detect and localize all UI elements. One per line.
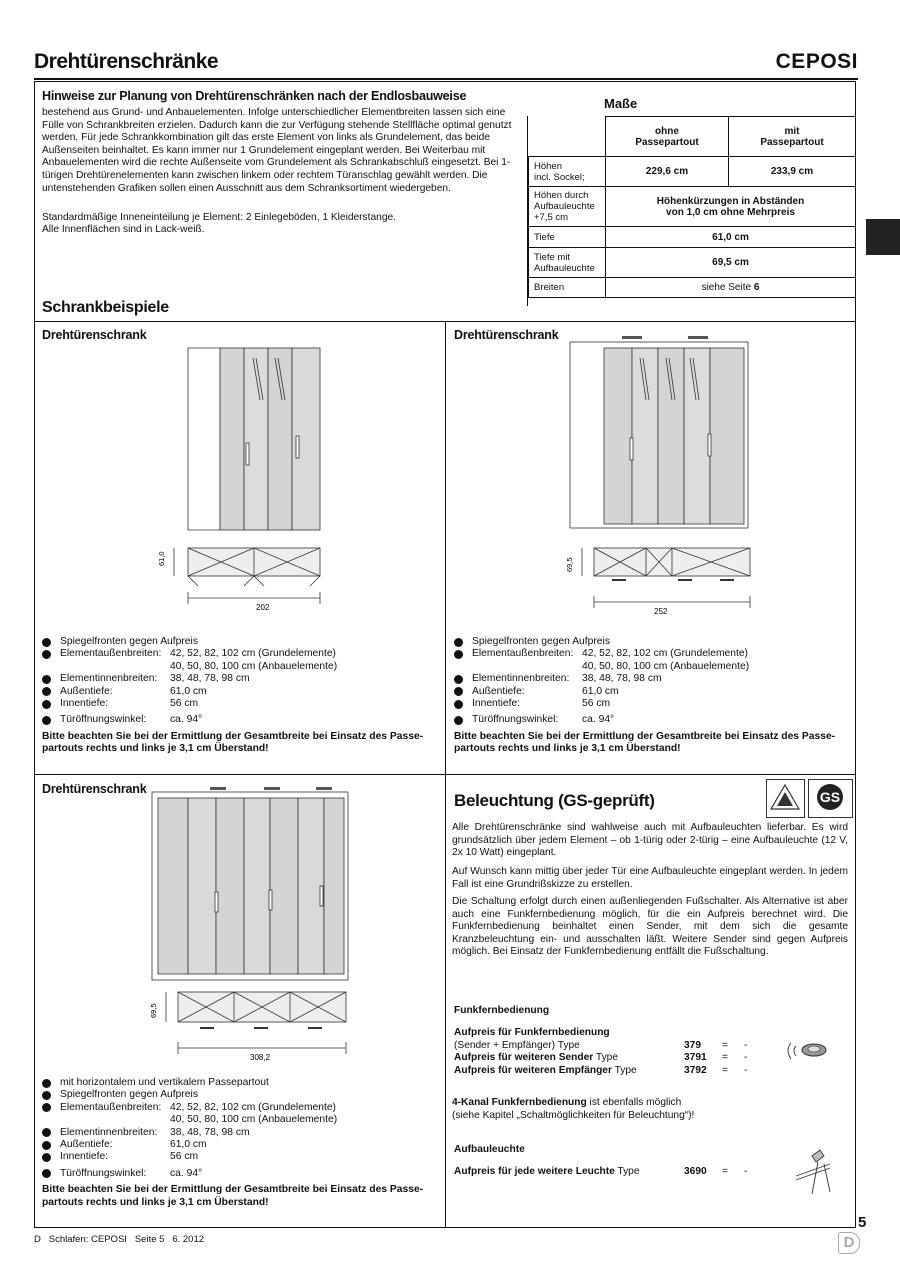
examples-heading: Schrankbeispiele — [42, 299, 169, 316]
masse-row-label: Tiefe mit Aufbauleuchte — [529, 248, 606, 278]
masse-cell: 229,6 cm — [606, 157, 729, 187]
lighting-p1: Alle Drehtürenschränke sind wahlweise auch mit Aufbauleuchten lieferbar. Es wird grundsätzlich über jedem Element – ob 1-türig oder 2-türig – eine Aufbauleuchte (12 V, 2x 10 Watt) eingeplant. — [452, 822, 848, 859]
spec-item: Spiegelfronten gegen Aufpreis — [42, 636, 438, 648]
masse-cell: Höhenkürzungen in Abständen von 1,0 cm ohne Mehrpreis — [606, 187, 856, 227]
spec-item: Elementinnenbreiten: 38, 48, 78, 98 cm — [42, 1127, 438, 1139]
title-rule — [34, 78, 858, 80]
panel3-specs — [42, 1077, 438, 1209]
bullet-icon — [42, 1103, 51, 1112]
funk-sub: Aufpreis für Funkfernbedienung — [454, 1027, 610, 1038]
spec-item: mit horizontalem und vertikalem Passepartout — [42, 1077, 438, 1089]
kanal-note: 4-Kanal Funkfernbedienung ist ebenfalls möglich (siehe Kapitel „Schaltmöglichkeiten für Beleuchtung“)! — [452, 1097, 695, 1121]
spec-item: Elementaußenbreiten: 42, 52, 82, 102 cm (Grundelemente) 40, 50, 80, 100 cm (Anbauelemente) — [42, 1102, 438, 1127]
panel3-doors — [158, 798, 344, 974]
panel3-width-label: 308,2 — [250, 1053, 271, 1062]
panel1-doors — [220, 348, 320, 530]
tuv-badge-icon — [766, 779, 854, 819]
price-row: Aufpreis für weiteren Empfänger Type 3792 = - — [454, 1064, 748, 1076]
panel1-specs — [42, 636, 438, 756]
intro-heading: Hinweise zur Planung von Drehtürenschränken nach der Endlosbauweise — [42, 89, 467, 103]
panel2-width-label: 252 — [654, 607, 668, 616]
bullet-icon — [42, 1141, 51, 1150]
panel3-lamp-icons — [210, 787, 332, 790]
price-row: Aufpreis für weiteren Sender Type 3791 = - — [454, 1052, 748, 1064]
spec-item: Innentiefe: 56 cm — [454, 698, 850, 710]
bullet-icon — [42, 1169, 51, 1178]
brand-logo-text: CEPOSI — [775, 50, 858, 73]
intro-text: bestehend aus Grund- und Anbauelementen. Infolge unterschiedlicher Elementbreiten lassen sich eine Fülle von Schrankbreiten erzielen. Dadurch kann die zur Verfügung stehende Stellfläche optimal genutzt werden. Für jede Schrankkombination gilt das erste Element von links als Grundelement, das beide Außenseiten beinhaltet. Es kann immer nur 1 Grundelement eingeplant werden. Bei Weiterbau mit Anbauelementen wird die rechte Außenseite vom Grundelement als Schrankabschluß eingesetzt. Bei 1-türigen Drehtürenelementen kann zwischen linkem oder rechtem Türanschlag gewählt werden. Die untenstehenden Grafiken sollen einen Ausschnitt aus dem Schranksortiment wiedergeben. — [42, 107, 512, 194]
bullet-icon — [42, 675, 51, 684]
aufbau-price-row: Aufpreis für jede weitere Leuchte Type 3690 = - — [454, 1166, 748, 1177]
spec-item: Elementaußenbreiten: 42, 52, 82, 102 cm (Grundelemente) 40, 50, 80, 100 cm (Anbauelemente) — [454, 648, 850, 673]
panel3-depth-label: 69,5 — [149, 1003, 158, 1018]
masse-col-mit: mit Passepartout — [729, 117, 856, 157]
remote-control-icon — [782, 1030, 832, 1070]
panel1-drawing — [150, 340, 390, 620]
lamp-icon — [790, 1142, 840, 1198]
aufbau-heading: Aufbauleuchte — [454, 1144, 525, 1155]
panel3-title: Drehtürenschrank — [42, 782, 147, 796]
masse-row-label: Breiten — [529, 278, 606, 298]
spec-item: Außentiefe: 61,0 cm — [454, 686, 850, 698]
panel2-lamp-icons — [622, 336, 708, 339]
bullet-icon — [454, 638, 463, 647]
spec-item: Elementinnenbreiten: 38, 48, 78, 98 cm — [454, 673, 850, 685]
masse-table — [528, 116, 856, 298]
divider-col-top — [445, 321, 446, 774]
masse-row-label: Höhen durch Aufbauleuchte +7,5 cm — [529, 187, 606, 227]
intro-standard-2: Alle Innenflächen sind in Lack-weiß. — [42, 224, 205, 235]
spec-item: Türöffnungswinkel: ca. 94° — [454, 714, 850, 726]
bullet-icon — [42, 1079, 51, 1088]
spec-item: Spiegelfronten gegen Aufpreis — [42, 1089, 438, 1101]
bullet-icon — [42, 638, 51, 647]
lighting-heading: Beleuchtung (GS-geprüft) — [454, 791, 655, 810]
spec-item: Elementinnenbreiten: 38, 48, 78, 98 cm — [42, 673, 438, 685]
chapter-tab-marker — [866, 219, 900, 255]
divider-col-bottom — [445, 774, 446, 1228]
panel2-depth-label: 69,5 — [565, 557, 574, 572]
panel2-note: Bitte beachten Sie bei der Ermittlung der Gesamtbreite bei Einsatz des Passe- partouts rechts und links je 3,1 cm Überstand! — [454, 730, 836, 755]
panel1-title: Drehtürenschrank — [42, 328, 147, 342]
spec-item: Innentiefe: 56 cm — [42, 698, 438, 710]
masse-ref-text: siehe Seite — [701, 282, 754, 293]
panel1-width-label: 202 — [256, 603, 270, 612]
lighting-p2: Auf Wunsch kann mittig über jeder Tür eine Aufbauleuchte eingeplant werden. In jedem Fall ist eine Grundrißskizze zu erstellen. — [452, 866, 848, 890]
panel2-drawing — [560, 330, 760, 620]
bullet-icon — [42, 700, 51, 709]
spec-item: Türöffnungswinkel: ca. 94° — [42, 714, 438, 726]
masse-title: Maße — [604, 96, 638, 111]
bullet-icon — [42, 687, 51, 696]
bullet-icon — [454, 716, 463, 725]
bullet-icon — [42, 650, 51, 659]
masse-cell: 69,5 cm — [606, 248, 856, 278]
bullet-icon — [42, 1128, 51, 1137]
masse-col-ohne: ohne Passepartout — [606, 117, 729, 157]
panel2-specs — [454, 636, 850, 756]
masse-cell: 61,0 cm — [606, 227, 856, 248]
spec-item: Türöffnungswinkel: ca. 94° — [42, 1168, 438, 1180]
page-title: Drehtürenschränke — [34, 50, 219, 73]
bullet-icon — [454, 687, 463, 696]
masse-row-label: Höhen incl. Sockel; — [529, 157, 606, 187]
panel3-note: Bitte beachten Sie bei der Ermittlung der Gesamtbreite bei Einsatz des Passe- partouts rechts und links je 3,1 cm Überstand! — [42, 1184, 424, 1208]
bullet-icon — [454, 700, 463, 709]
masse-cell: 233,9 cm — [729, 157, 856, 187]
masse-ref-page: 6 — [753, 282, 760, 293]
page-number: 5 — [858, 1214, 867, 1231]
panel3-drawing — [140, 780, 370, 1062]
funk-price-list — [454, 1027, 774, 1077]
price-row: (Sender + Empfänger) Type 379 = - — [454, 1039, 748, 1051]
masse-row-label: Tiefe — [529, 227, 606, 248]
bullet-icon — [42, 1153, 51, 1162]
panel2-doors — [604, 348, 744, 524]
spec-item: Innentiefe: 56 cm — [42, 1151, 438, 1163]
footer-text: D Schlafen: CEPOSI Seite 5 6. 2012 — [34, 1234, 205, 1245]
spec-item: Außentiefe: 61,0 cm — [42, 686, 438, 698]
language-badge: D — [838, 1232, 860, 1254]
bullet-icon — [42, 1091, 51, 1100]
gs-badge-icon: GS — [819, 789, 841, 805]
certification-badges — [766, 779, 854, 819]
bullet-icon — [42, 716, 51, 725]
spec-item: Elementaußenbreiten: 42, 52, 82, 102 cm (Grundelemente) 40, 50, 80, 100 cm (Anbauelemente) — [42, 648, 438, 673]
panel1-depth-label: 61,0 — [157, 551, 166, 566]
lighting-p3: Die Schaltung erfolgt durch einen außenliegenden Fußschalter. Als Alternative ist aber auch eine Funkfernbedienung möglich, für die ein Aufpreis berechnet wird. Die Funkfernbedienung beinhaltet einen Sender, mit dem sich die gesamte Kranzbeleuchtung ein- und ausschalten läßt. Weitere Sender sind gegen Aufpreis möglich. Bei Einsatz der Funkfernbedienung entfällt die Fußschaltung. — [452, 896, 848, 958]
panel2-title: Drehtürenschrank — [454, 328, 559, 342]
intro-standard-1: Standardmäßige Inneneinteilung je Element: 2 Einlegeböden, 1 Kleiderstange. — [42, 212, 396, 223]
bullet-icon — [454, 675, 463, 684]
spec-item: Außentiefe: 61,0 cm — [42, 1139, 438, 1151]
bullet-icon — [454, 650, 463, 659]
spec-item: Spiegelfronten gegen Aufpreis — [454, 636, 850, 648]
masse-cell — [606, 278, 856, 298]
funk-heading: Funkfernbedienung — [454, 1005, 550, 1016]
panel1-note: Bitte beachten Sie bei der Ermittlung der Gesamtbreite bei Einsatz des Passe- partouts rechts und links je 3,1 cm Überstand! — [42, 730, 424, 755]
